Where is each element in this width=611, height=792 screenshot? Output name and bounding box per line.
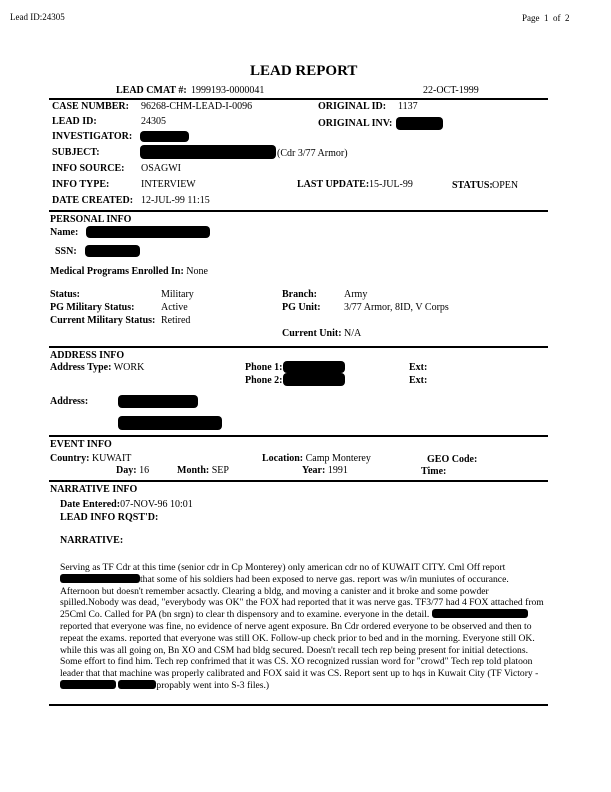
year-value: 1991 <box>327 465 348 476</box>
lead-id-label: LEAD ID: <box>52 116 97 127</box>
divider <box>49 704 548 706</box>
divider <box>49 210 548 212</box>
current-unit-value: N/A <box>344 328 362 339</box>
redaction-block <box>140 131 189 142</box>
status-mil-label: Status: <box>50 289 81 300</box>
redaction-block <box>118 416 222 430</box>
year-label: Year: <box>302 465 326 476</box>
branch-label: Branch: <box>282 289 317 300</box>
pg-military-value: Active <box>161 302 188 313</box>
page-total: 2 <box>565 13 570 23</box>
lead-id-header: Lead ID:24305 <box>10 12 65 22</box>
status-value: OPEN <box>492 180 519 191</box>
year <box>302 466 348 476</box>
section-address-info: ADDRESS INFO <box>50 350 125 361</box>
address-type-label: Address Type: <box>50 362 112 373</box>
medical-label: Medical Programs Enrolled In: <box>50 266 184 277</box>
narrative-part-2: that some of his soldiers had been exposed to nerve gas. report was w/in muniutes of occurance. Afternoon but doesn't remember acsactly. Clearing a bldg, and moving a canister and it broke and some powder spilled.Nobody was dead, "everybody was OK" the FOX had reported that it was nerve gas. TF3/77 had 4 FOX attached from 25Cml Co. Called for PA (bn srgn) to clear th dispensory and to examine. everyone in the detail. <box>60 573 544 621</box>
narrative-text <box>60 562 548 692</box>
divider <box>49 98 548 100</box>
redaction-block <box>396 117 443 130</box>
location-value: Camp Monterey <box>305 453 371 464</box>
redaction-block <box>118 680 156 689</box>
pg-unit-label: PG Unit: <box>282 302 321 313</box>
narrative-part-1: Serving as TF Cdr at this time (senior cdr in Cp Monterey) only american cdr no of KUWAIT CITY. Cml Off report <box>60 562 506 573</box>
page-label: Page <box>522 13 540 23</box>
month-label: Month: <box>177 465 210 476</box>
narrative-label: NARRATIVE: <box>60 535 124 546</box>
date-created-value: 12-JUL-99 11:15 <box>141 195 210 206</box>
subject-label: SUBJECT: <box>52 147 100 158</box>
section-narrative-info: NARRATIVE INFO <box>50 484 138 495</box>
current-unit-label: Current Unit: <box>282 328 342 339</box>
month-value: SEP <box>211 465 229 476</box>
last-update-label: LAST UPDATE: <box>297 179 370 190</box>
status-label: STATUS: <box>452 180 493 191</box>
status-mil-value: Military <box>161 289 194 300</box>
redaction-block <box>432 609 528 618</box>
current-military-label: Current Military Status: <box>50 315 156 326</box>
branch-value: Army <box>344 289 368 300</box>
narrative-part-4: propably went into S-3 files.) <box>156 679 270 691</box>
date-entered-label: Date Entered: <box>60 499 121 510</box>
date-entered-value: 07-NOV-96 10:01 <box>120 499 193 510</box>
info-source-value: OSAGWI <box>141 163 181 174</box>
date-entered <box>60 500 193 510</box>
redaction-block <box>86 226 210 238</box>
redaction-block <box>283 361 345 373</box>
case-number-value: 96268-CHM-LEAD-I-0096 <box>141 101 253 112</box>
pg-military-label: PG Military Status: <box>50 302 135 313</box>
lead-id-value: 24305 <box>141 116 166 127</box>
country-label: Country: <box>50 453 90 464</box>
page-number: 1 <box>544 13 549 23</box>
redaction-block <box>118 395 198 408</box>
name-label: Name: <box>50 227 79 238</box>
phone2-label: Phone 2: <box>245 375 283 386</box>
geo-code-label: GEO Code: <box>427 454 478 465</box>
subject-suffix: (Cdr 3/77 Armor) <box>277 148 348 159</box>
original-id-value: 1137 <box>398 101 418 112</box>
address-label: Address: <box>50 396 89 407</box>
day-label: Day: <box>116 465 137 476</box>
lead-cmat-value: 1999193-0000041 <box>191 85 265 96</box>
month <box>177 466 229 476</box>
section-event-info: EVENT INFO <box>50 439 112 450</box>
divider <box>49 435 548 437</box>
current-unit <box>282 329 361 339</box>
redaction-block <box>85 245 140 257</box>
ssn-label: SSN: <box>55 246 77 257</box>
section-personal-info: PERSONAL INFO <box>50 214 132 225</box>
date-created-label: DATE CREATED: <box>52 195 134 206</box>
address-type <box>50 363 144 373</box>
divider <box>49 480 548 482</box>
info-type-value: INTERVIEW <box>141 179 196 190</box>
day-value: 16 <box>139 465 150 476</box>
country <box>50 454 131 464</box>
investigator-label: INVESTIGATOR: <box>52 131 133 142</box>
ext2-label: Ext: <box>409 375 428 386</box>
lead-cmat-label: LEAD CMAT #: <box>116 85 187 96</box>
time-label: Time: <box>421 466 447 477</box>
original-inv-label: ORIGINAL INV: <box>318 118 393 129</box>
original-id-label: ORIGINAL ID: <box>318 101 387 112</box>
phone1-label: Phone 1: <box>245 362 283 373</box>
medical-programs <box>50 267 208 277</box>
last-update-value: 15-JUL-99 <box>369 179 413 190</box>
page-indicator <box>522 14 570 23</box>
report-date: 22-OCT-1999 <box>423 85 479 96</box>
page-of: of <box>553 13 561 23</box>
ext1-label: Ext: <box>409 362 428 373</box>
case-number-label: CASE NUMBER: <box>52 101 129 112</box>
pg-unit-value: 3/77 Armor, 8ID, V Corps <box>344 302 449 313</box>
location <box>262 454 371 464</box>
country-value: KUWAIT <box>91 453 132 464</box>
redaction-block <box>283 373 345 386</box>
redaction-block <box>60 680 116 689</box>
location-label: Location: <box>262 453 304 464</box>
info-source-label: INFO SOURCE: <box>52 163 125 174</box>
day <box>116 466 149 476</box>
current-military-value: Retired <box>161 315 191 326</box>
info-type-label: INFO TYPE: <box>52 179 110 190</box>
redaction-block <box>140 145 276 159</box>
medical-value: None <box>186 266 208 277</box>
page-title: LEAD REPORT <box>250 63 358 79</box>
lead-info-rqst-label: LEAD INFO RQST'D: <box>60 512 159 523</box>
address-type-value: WORK <box>113 362 145 373</box>
divider <box>49 346 548 348</box>
redaction-block <box>60 574 140 583</box>
narrative-part-3: reported that everyone was fine, no evidence of nerve agent exposure. Bn Cdr ordered everyone to be observed and then to repeat the exams. reported that everyone was still OK. Follow-up check prior to bed and in the morning. Everyone still OK. while this was all going on, Bn XO and CSM had bldg secured. Doesn't recall tech rep being present for initial detections. Some effort to find him. Tech rep confrimed that it was CS. XO recognized russian word for "crowd" Tech rep told platoon leader that that machine was properly calibrated and FOX said it was CS. Report sent up to hqs in Kuwait City (TF Victory - <box>60 620 539 680</box>
